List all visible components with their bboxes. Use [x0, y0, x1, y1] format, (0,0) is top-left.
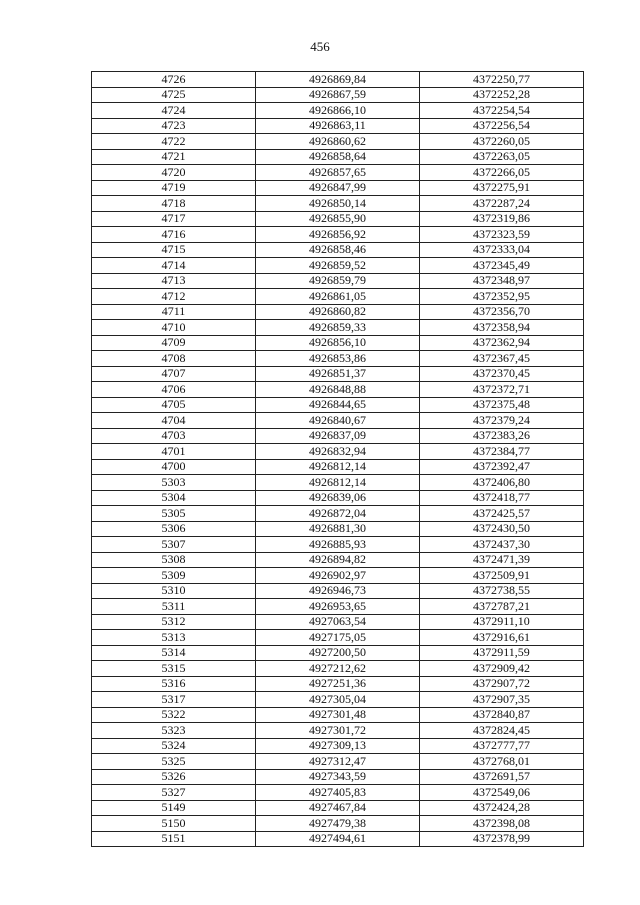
point-number-cell: 4705 [92, 397, 256, 413]
y-coordinate-cell: 4372907,35 [420, 692, 584, 708]
table-row [92, 614, 584, 630]
table-row [92, 475, 584, 491]
point-number-cell: 5307 [92, 537, 256, 553]
y-coordinate-cell: 4372256,54 [420, 118, 584, 134]
table-row [92, 134, 584, 150]
point-number-cell: 4709 [92, 335, 256, 351]
point-number-cell: 5311 [92, 599, 256, 615]
point-number-cell: 4704 [92, 413, 256, 429]
table-row [92, 242, 584, 258]
x-coordinate-cell: 4927405,83 [256, 785, 420, 801]
y-coordinate-cell: 4372907,72 [420, 676, 584, 692]
y-coordinate-cell: 4372549,06 [420, 785, 584, 801]
y-coordinate-cell: 4372252,28 [420, 87, 584, 103]
y-coordinate-cell: 4372345,49 [420, 258, 584, 274]
point-number-cell: 4722 [92, 134, 256, 150]
x-coordinate-cell: 4926837,09 [256, 428, 420, 444]
point-number-cell: 4715 [92, 242, 256, 258]
x-coordinate-cell: 4926848,88 [256, 382, 420, 398]
point-number-cell: 5303 [92, 475, 256, 491]
page-number: 456 [310, 39, 330, 54]
table-row [92, 707, 584, 723]
y-coordinate-cell: 4372367,45 [420, 351, 584, 367]
y-coordinate-cell: 4372333,04 [420, 242, 584, 258]
point-number-cell: 4724 [92, 103, 256, 119]
point-number-cell: 4711 [92, 304, 256, 320]
table-row [92, 180, 584, 196]
y-coordinate-cell: 4372768,01 [420, 754, 584, 770]
y-coordinate-cell: 4372275,91 [420, 180, 584, 196]
point-number-cell: 5315 [92, 661, 256, 677]
x-coordinate-cell: 4926855,90 [256, 211, 420, 227]
point-number-cell: 5314 [92, 645, 256, 661]
point-number-cell: 4707 [92, 366, 256, 382]
table-row [92, 397, 584, 413]
table-row [92, 227, 584, 243]
y-coordinate-cell: 4372370,45 [420, 366, 584, 382]
x-coordinate-cell: 4927251,36 [256, 676, 420, 692]
x-coordinate-cell: 4926866,10 [256, 103, 420, 119]
x-coordinate-cell: 4926853,86 [256, 351, 420, 367]
x-coordinate-cell: 4926839,06 [256, 490, 420, 506]
y-coordinate-cell: 4372384,77 [420, 444, 584, 460]
point-number-cell: 4718 [92, 196, 256, 212]
point-number-cell: 4717 [92, 211, 256, 227]
table-row [92, 413, 584, 429]
x-coordinate-cell: 4926861,05 [256, 289, 420, 305]
table-row [92, 304, 584, 320]
point-number-cell: 5324 [92, 738, 256, 754]
x-coordinate-cell: 4927312,47 [256, 754, 420, 770]
x-coordinate-cell: 4926872,04 [256, 506, 420, 522]
table-row [92, 785, 584, 801]
x-coordinate-cell: 4926847,99 [256, 180, 420, 196]
x-coordinate-cell: 4927479,38 [256, 816, 420, 832]
x-coordinate-cell: 4926812,14 [256, 475, 420, 491]
point-number-cell: 5149 [92, 800, 256, 816]
table-row [92, 459, 584, 475]
table-row [92, 630, 584, 646]
x-coordinate-cell: 4926840,67 [256, 413, 420, 429]
table-row [92, 258, 584, 274]
point-number-cell: 4712 [92, 289, 256, 305]
x-coordinate-cell: 4926850,14 [256, 196, 420, 212]
point-number-cell: 4700 [92, 459, 256, 475]
point-number-cell: 5325 [92, 754, 256, 770]
y-coordinate-cell: 4372254,54 [420, 103, 584, 119]
y-coordinate-cell: 4372383,26 [420, 428, 584, 444]
point-number-cell: 5151 [92, 831, 256, 847]
x-coordinate-cell: 4926860,62 [256, 134, 420, 150]
table-row [92, 800, 584, 816]
table-row [92, 769, 584, 785]
y-coordinate-cell: 4372777,77 [420, 738, 584, 754]
x-coordinate-cell: 4926851,37 [256, 366, 420, 382]
table-row [92, 289, 584, 305]
y-coordinate-cell: 4372509,91 [420, 568, 584, 584]
point-number-cell: 4706 [92, 382, 256, 398]
y-coordinate-cell: 4372287,24 [420, 196, 584, 212]
point-number-cell: 4726 [92, 72, 256, 88]
x-coordinate-cell: 4927343,59 [256, 769, 420, 785]
x-coordinate-cell: 4926859,33 [256, 320, 420, 336]
table-row [92, 351, 584, 367]
point-number-cell: 4708 [92, 351, 256, 367]
x-coordinate-cell: 4927301,72 [256, 723, 420, 739]
table-row [92, 490, 584, 506]
table-row [92, 831, 584, 847]
y-coordinate-cell: 4372430,50 [420, 521, 584, 537]
table-row [92, 723, 584, 739]
x-coordinate-cell: 4926859,52 [256, 258, 420, 274]
point-number-cell: 5308 [92, 552, 256, 568]
point-number-cell: 5317 [92, 692, 256, 708]
y-coordinate-cell: 4372378,99 [420, 831, 584, 847]
y-coordinate-cell: 4372738,55 [420, 583, 584, 599]
y-coordinate-cell: 4372911,59 [420, 645, 584, 661]
table-row [92, 583, 584, 599]
x-coordinate-cell: 4926859,79 [256, 273, 420, 289]
x-coordinate-cell: 4926844,65 [256, 397, 420, 413]
y-coordinate-cell: 4372266,05 [420, 165, 584, 181]
point-number-cell: 5304 [92, 490, 256, 506]
table-row [92, 118, 584, 134]
x-coordinate-cell: 4926857,65 [256, 165, 420, 181]
x-coordinate-cell: 4926869,84 [256, 72, 420, 88]
coordinates-table [91, 71, 584, 847]
point-number-cell: 5306 [92, 521, 256, 537]
coordinates-table-body [92, 72, 584, 847]
y-coordinate-cell: 4372348,97 [420, 273, 584, 289]
x-coordinate-cell: 4926894,82 [256, 552, 420, 568]
x-coordinate-cell: 4926860,82 [256, 304, 420, 320]
y-coordinate-cell: 4372362,94 [420, 335, 584, 351]
point-number-cell: 5316 [92, 676, 256, 692]
y-coordinate-cell: 4372372,71 [420, 382, 584, 398]
point-number-cell: 4703 [92, 428, 256, 444]
x-coordinate-cell: 4927301,48 [256, 707, 420, 723]
point-number-cell: 5310 [92, 583, 256, 599]
table-row [92, 506, 584, 522]
x-coordinate-cell: 4926863,11 [256, 118, 420, 134]
point-number-cell: 5305 [92, 506, 256, 522]
point-number-cell: 4720 [92, 165, 256, 181]
table-row [92, 599, 584, 615]
table-row [92, 738, 584, 754]
table-row [92, 537, 584, 553]
point-number-cell: 5326 [92, 769, 256, 785]
point-number-cell: 5322 [92, 707, 256, 723]
table-row [92, 335, 584, 351]
x-coordinate-cell: 4927175,05 [256, 630, 420, 646]
point-number-cell: 4719 [92, 180, 256, 196]
x-coordinate-cell: 4926832,94 [256, 444, 420, 460]
y-coordinate-cell: 4372379,24 [420, 413, 584, 429]
x-coordinate-cell: 4926867,59 [256, 87, 420, 103]
y-coordinate-cell: 4372260,05 [420, 134, 584, 150]
y-coordinate-cell: 4372691,57 [420, 769, 584, 785]
table-row [92, 87, 584, 103]
x-coordinate-cell: 4926902,97 [256, 568, 420, 584]
table-row [92, 568, 584, 584]
y-coordinate-cell: 4372425,57 [420, 506, 584, 522]
point-number-cell: 5312 [92, 614, 256, 630]
x-coordinate-cell: 4926946,73 [256, 583, 420, 599]
table-row [92, 149, 584, 165]
point-number-cell: 4716 [92, 227, 256, 243]
x-coordinate-cell: 4927212,62 [256, 661, 420, 677]
point-number-cell: 4714 [92, 258, 256, 274]
table-row [92, 320, 584, 336]
y-coordinate-cell: 4372358,94 [420, 320, 584, 336]
y-coordinate-cell: 4372437,30 [420, 537, 584, 553]
table-row [92, 428, 584, 444]
table-row [92, 816, 584, 832]
x-coordinate-cell: 4927494,61 [256, 831, 420, 847]
y-coordinate-cell: 4372250,77 [420, 72, 584, 88]
table-row [92, 103, 584, 119]
point-number-cell: 5150 [92, 816, 256, 832]
table-row [92, 552, 584, 568]
table-row [92, 196, 584, 212]
y-coordinate-cell: 4372352,95 [420, 289, 584, 305]
point-number-cell: 4723 [92, 118, 256, 134]
table-row [92, 165, 584, 181]
y-coordinate-cell: 4372406,80 [420, 475, 584, 491]
table-row [92, 366, 584, 382]
y-coordinate-cell: 4372398,08 [420, 816, 584, 832]
point-number-cell: 4721 [92, 149, 256, 165]
y-coordinate-cell: 4372911,10 [420, 614, 584, 630]
x-coordinate-cell: 4926885,93 [256, 537, 420, 553]
y-coordinate-cell: 4372824,45 [420, 723, 584, 739]
y-coordinate-cell: 4372916,61 [420, 630, 584, 646]
x-coordinate-cell: 4926858,64 [256, 149, 420, 165]
table-row [92, 273, 584, 289]
y-coordinate-cell: 4372471,39 [420, 552, 584, 568]
x-coordinate-cell: 4927467,84 [256, 800, 420, 816]
y-coordinate-cell: 4372319,86 [420, 211, 584, 227]
y-coordinate-cell: 4372418,77 [420, 490, 584, 506]
table-row [92, 754, 584, 770]
x-coordinate-cell: 4926856,10 [256, 335, 420, 351]
point-number-cell: 5313 [92, 630, 256, 646]
y-coordinate-cell: 4372787,21 [420, 599, 584, 615]
table-row [92, 211, 584, 227]
y-coordinate-cell: 4372909,42 [420, 661, 584, 677]
x-coordinate-cell: 4926953,65 [256, 599, 420, 615]
y-coordinate-cell: 4372392,47 [420, 459, 584, 475]
x-coordinate-cell: 4927200,50 [256, 645, 420, 661]
point-number-cell: 5323 [92, 723, 256, 739]
y-coordinate-cell: 4372840,87 [420, 707, 584, 723]
table-row [92, 676, 584, 692]
x-coordinate-cell: 4927063,54 [256, 614, 420, 630]
y-coordinate-cell: 4372323,59 [420, 227, 584, 243]
table-row [92, 645, 584, 661]
x-coordinate-cell: 4927309,13 [256, 738, 420, 754]
table-row [92, 661, 584, 677]
x-coordinate-cell: 4926856,92 [256, 227, 420, 243]
table-row [92, 444, 584, 460]
point-number-cell: 4713 [92, 273, 256, 289]
point-number-cell: 4710 [92, 320, 256, 336]
x-coordinate-cell: 4926812,14 [256, 459, 420, 475]
x-coordinate-cell: 4926858,46 [256, 242, 420, 258]
x-coordinate-cell: 4927305,04 [256, 692, 420, 708]
point-number-cell: 5309 [92, 568, 256, 584]
y-coordinate-cell: 4372356,70 [420, 304, 584, 320]
y-coordinate-cell: 4372375,48 [420, 397, 584, 413]
table-row [92, 72, 584, 88]
x-coordinate-cell: 4926881,30 [256, 521, 420, 537]
table-row [92, 521, 584, 537]
point-number-cell: 5327 [92, 785, 256, 801]
point-number-cell: 4701 [92, 444, 256, 460]
y-coordinate-cell: 4372263,05 [420, 149, 584, 165]
table-row [92, 382, 584, 398]
point-number-cell: 4725 [92, 87, 256, 103]
table-row [92, 692, 584, 708]
y-coordinate-cell: 4372424,28 [420, 800, 584, 816]
